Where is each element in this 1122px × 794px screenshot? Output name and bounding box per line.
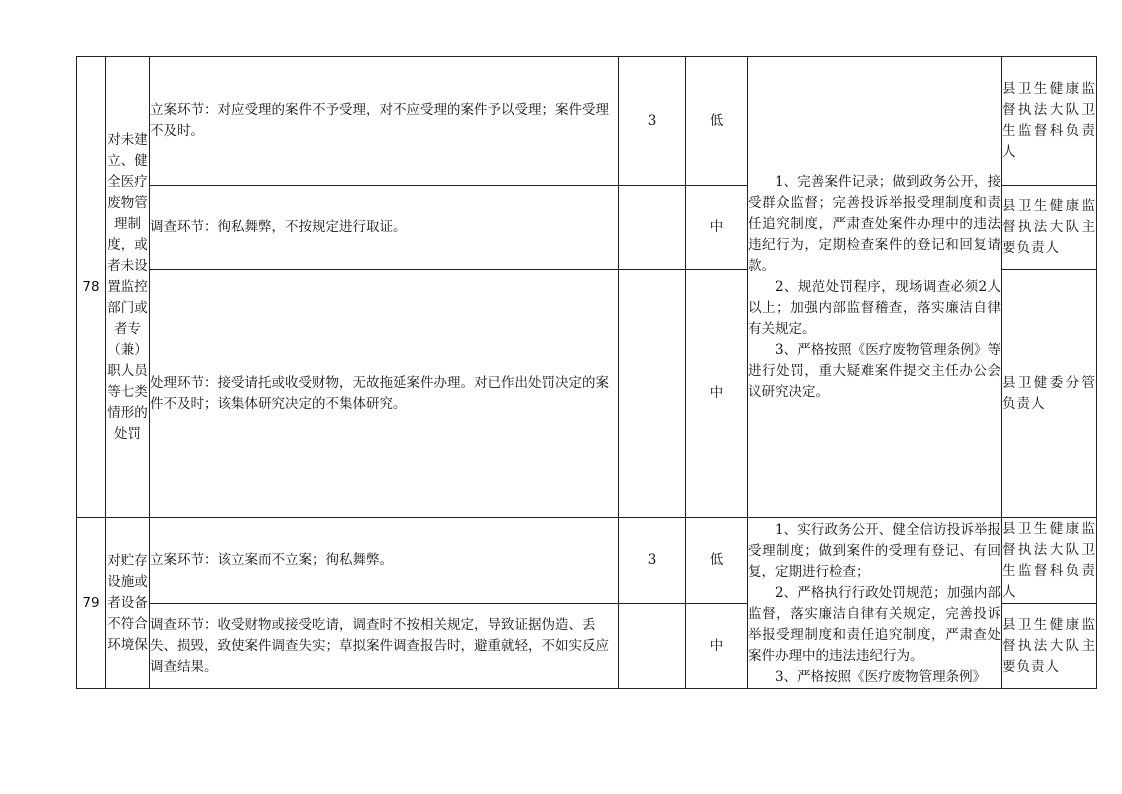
measure-item: 1、完善案件记录；做到政务公开，接受群众监督；完善投诉举报受理制度和责任追究制度，严肃查处案件办理中的违法违纪行为，定期检查案件的登记和回复请款。 (748, 173, 1001, 274)
table-row (77, 57, 1097, 186)
row-number: 78 (77, 57, 106, 518)
risk-description: 调查环节：徇私舞弊，不按规定进行取证。 (150, 186, 619, 270)
measure-item: 2、严格执行行政处罚规范；加强内部监督，落实廉洁自律有关规定，完善投诉举报受理制度和责任追究制度，严肃查处案件办理中的违法违纪行为。 (748, 585, 1001, 664)
measure-item: 3、严格按照《医疗废物管理条例》等进行处罚，重大疑难案件提交主任办公会议研究决定。 (748, 341, 1001, 400)
risk-count: 3 (619, 57, 686, 186)
responsible-person: 县卫生健康监督执法大队卫生监督科负责人 (1002, 57, 1097, 186)
responsible-person: 县卫生健康监督执法大队主要负责人 (1002, 604, 1097, 689)
responsible-person: 县卫健委分管负责人 (1002, 270, 1097, 518)
risk-table (76, 56, 1097, 689)
measure-item: 3、严格按照《医疗废物管理条例》 (775, 669, 987, 685)
risk-level: 低 (686, 518, 748, 604)
item-title (106, 518, 150, 689)
risk-count (619, 186, 686, 270)
item-title (106, 57, 150, 518)
item-title-text: 对贮存设施或者设备不符合环境保 (107, 552, 148, 653)
measure-item: 2、规范处罚程序，现场调查必须2人以上；加强内部监督稽查，落实廉洁自律有关规定。 (748, 278, 1001, 337)
risk-count (619, 604, 686, 689)
risk-description: 立案环节：对应受理的案件不予受理，对不应受理的案件予以受理；案件受理不及时。 (150, 57, 619, 186)
prevention-measures (748, 57, 1002, 518)
risk-level: 中 (686, 604, 748, 689)
responsible-person: 县卫生健康监督执法大队卫生监督科负责人 (1002, 518, 1097, 604)
risk-description: 立案环节：该立案而不立案；徇私舞弊。 (150, 518, 619, 604)
risk-level: 低 (686, 57, 748, 186)
risk-level: 中 (686, 270, 748, 518)
risk-description: 处理环节：接受请托或收受财物，无故拖延案件办理。对已作出处罚决定的案件不及时；该集体研究决定的不集体研究。 (150, 270, 619, 518)
table-row (77, 518, 1097, 604)
measure-item: 1、实行政务公开、健全信访投诉举报受理制度；做到案件的受理有登记、有回复，定期进行检查； (748, 522, 1001, 580)
risk-description: 调查环节：收受财物或接受吃请，调查时不按相关规定，导致证据伪造、丢失、损毁，致使案件调查失实；草拟案件调查报告时，避重就轻，不如实反应调查结果。 (150, 604, 619, 689)
responsible-person: 县卫生健康监督执法大队主要负责人 (1002, 186, 1097, 270)
risk-level: 中 (686, 186, 748, 270)
risk-count (619, 270, 686, 518)
item-title-text: 对未建立、健全医疗废物管理制度，或者未设置监控部门或者专（兼）职人员等七类情形的处罚 (107, 131, 148, 442)
risk-count: 3 (619, 518, 686, 604)
prevention-measures (748, 518, 1002, 689)
row-number: 79 (77, 518, 106, 689)
